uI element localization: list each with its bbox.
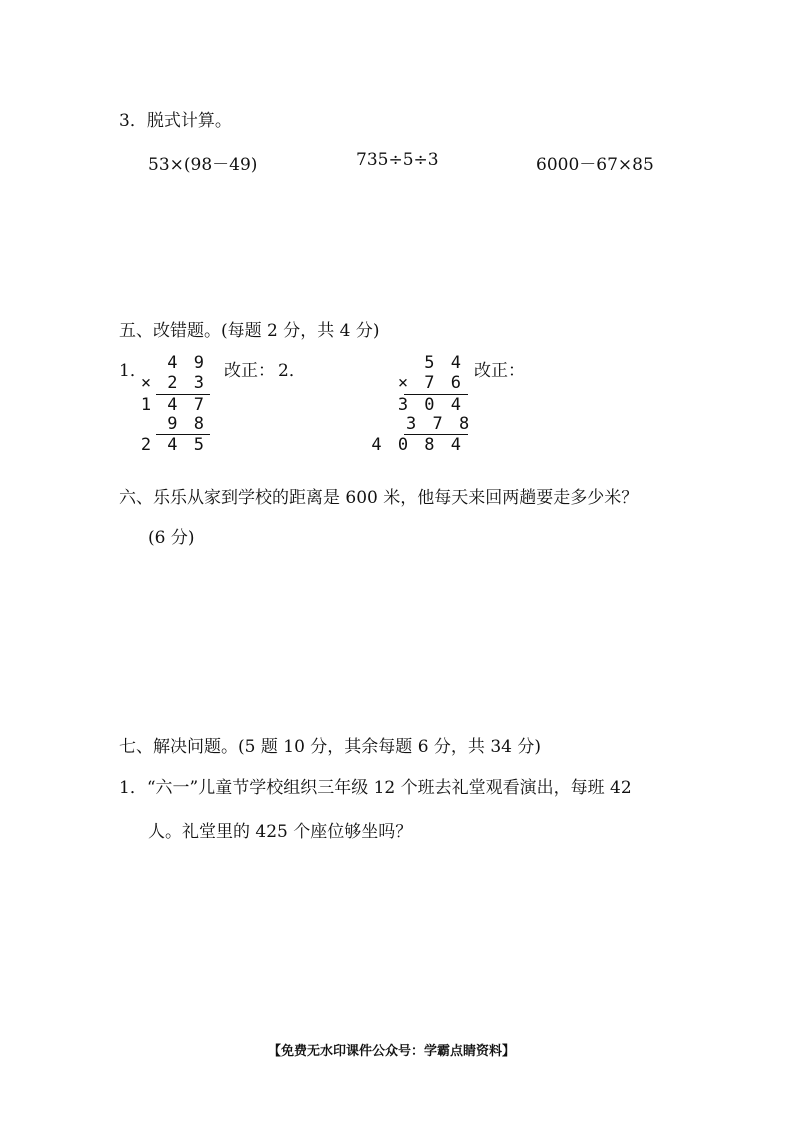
section7-heading: 七、解决问题。(5 题 10 分，其余每题 6 分，共 34 分) xyxy=(119,737,541,757)
section5-heading: 五、改错题。(每题 2 分，共 4 分) xyxy=(119,321,380,341)
calc-expression-3: 6000－67×85 xyxy=(536,155,654,175)
item1-partial-1: 1 4 7 xyxy=(140,395,207,415)
item2-partial-2: 3 7 8 xyxy=(406,414,473,434)
item1-result: 2 4 5 xyxy=(140,435,207,455)
item1-label: 1． xyxy=(119,361,147,381)
item1-multiplier: × 2 3 xyxy=(140,373,207,393)
calc-expression-2: 735÷5÷3 xyxy=(356,150,439,170)
item2-multiplier: × 7 6 xyxy=(397,373,464,393)
item2-result: 4 0 8 4 xyxy=(371,435,464,455)
section7-q1-line-1: 1．“六一”儿童节学校组织三年级 12 个班去礼堂观看演出，每班 42 xyxy=(119,778,632,798)
section3-heading: 3．脱式计算。 xyxy=(119,111,232,131)
item2-multiplicand: 5 4 xyxy=(424,353,464,373)
item1-partial-2: 9 8 xyxy=(167,414,207,434)
item1-multiplicand: 4 9 xyxy=(167,353,207,373)
item2-correction-label: 改正： xyxy=(474,361,525,381)
section6-question-line-1: 六、乐乐从家到学校的距离是 600 米，他每天来回两趟要走多少米？ xyxy=(119,488,639,508)
item2-partial-1: 3 0 4 xyxy=(397,395,464,415)
section6-question-line-2: (6 分) xyxy=(148,528,195,548)
calc-expression-1: 53×(98－49) xyxy=(148,155,258,175)
page-footer: 【免费无水印课件公众号：学霸点睛资料】 xyxy=(268,1044,516,1059)
section7-q1-line-2: 人。礼堂里的 425 个座位够坐吗？ xyxy=(148,822,413,842)
item2-label: 2． xyxy=(278,361,306,381)
item1-correction-label: 改正： xyxy=(224,361,275,381)
